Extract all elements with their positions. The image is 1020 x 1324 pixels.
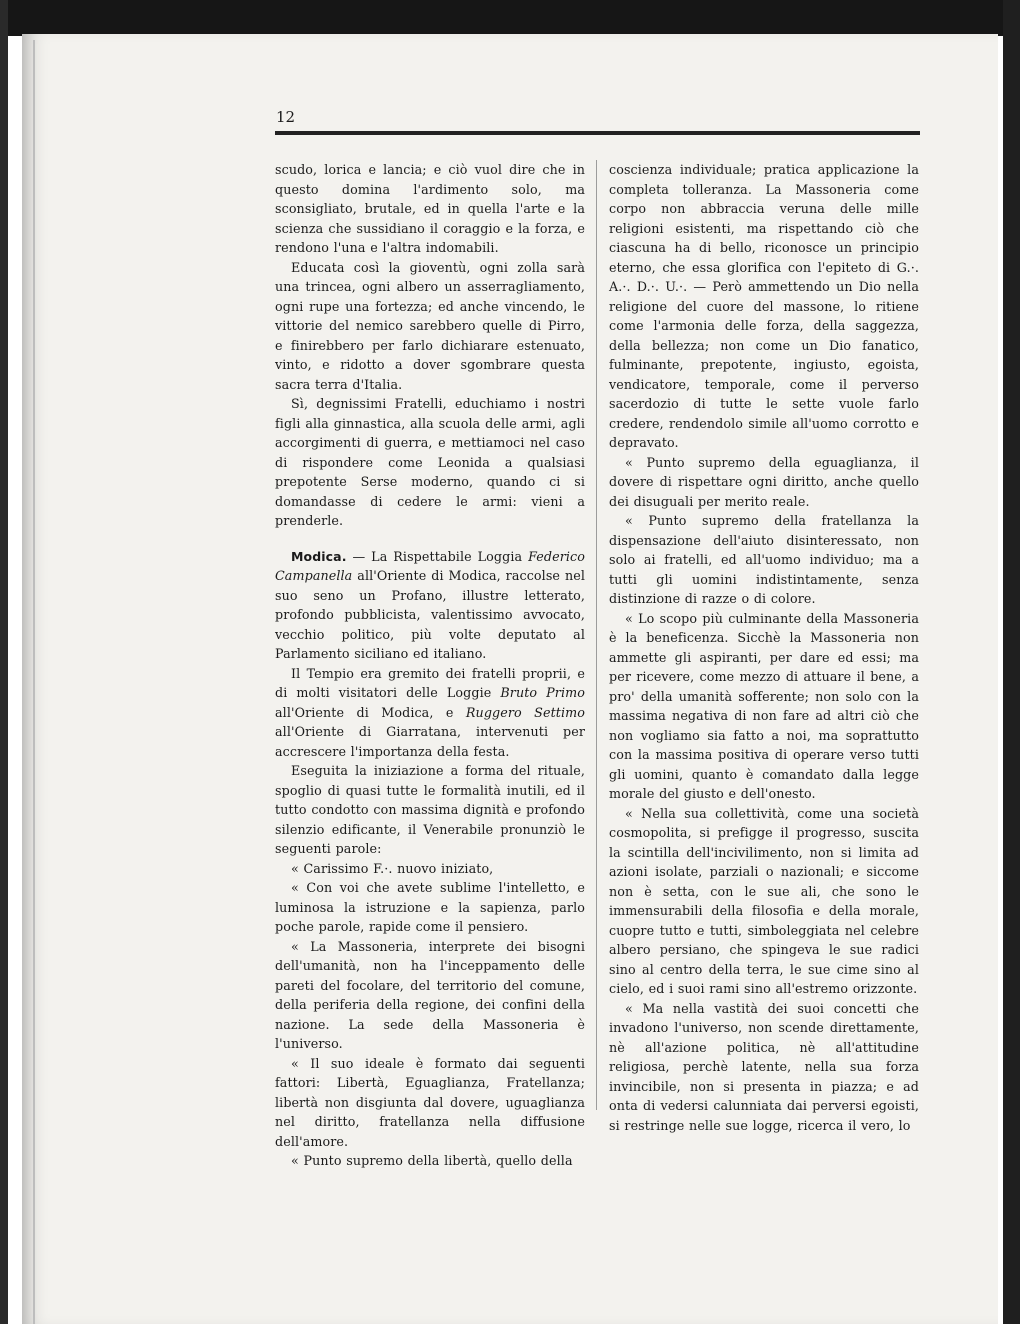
- paragraph: scudo, lorica e lancia; e ciò vuol dire che in questo domina l'ardimento solo, ma sconsigliato, brutale, ed in quella l'arte e la scienza che sussidiano il coraggio e la forza, e rendono l'una e l'altra indomabili.: [275, 162, 585, 255]
- paragraph: « Lo scopo più culminante della Massoneria è la beneficenza. Sicchè la Massoneria non ammette gli aspiranti, per dare ed essi; ma per ricevere, come mezzo di attuare il bene, a pro' della umanità sofferente; non solo con la massima negativa di non fare ad altri ciò che non vogliamo sia fatto a noi, ma soprattutto con la massima positiva di operare verso tutti gli uomini, quanto è comandato dalla legge morale del giusto e dell'onesto.: [609, 610, 919, 801]
- text-run: all'Oriente di Modica, raccolse nel suo seno un Profano, illustre letterato, profondo pubblicista, valentissimo avvocato, vecchio politico, più volte deputato al Parlamento siciliano ed italiano.: [275, 568, 585, 661]
- paragraph: « Punto supremo della fratellanza la dispensazione dell'aiuto disinteressato, non solo ai fratelli, ed all'uomo individuo; ma a tutti gli uomini indistintamente, senza distinzione di razze o di colore.: [609, 513, 919, 606]
- text-run: all'Oriente di Modica, e: [275, 704, 466, 720]
- paragraph: « Ma nella vastità dei suoi concetti che invadono l'universo, non scende direttamente, nè all'azione politica, nè all'attitudine religiosa, perchè latente, nella sua forza invincibile, non si presenta in piazza; e ad onta di vedersi calunniata dai perversi egoisti, si restringe nelle sue logge, ricerca il vero, lo: [609, 1000, 919, 1133]
- loggia-name: Ruggero Settimo: [465, 704, 585, 720]
- paragraph: Sì, degnissimi Fratelli, educhiamo i nostri figli alla ginnastica, alla scuola delle armi, agli accorgimenti di guerra, e mettiamoci nel caso di rispondere come Leonida a qualsiasi prepotente Serse moderno, quando ci si domandasse di cedere le armi: vieni a prenderle.: [275, 396, 585, 528]
- loggia-name: Federico Campanella: [275, 548, 585, 583]
- text-run: Il Tempio era gremito dei fratelli proprii, e di molti visitatori delle Loggie: [275, 665, 585, 700]
- loggia-name: Bruto Primo: [500, 685, 585, 700]
- paragraph: Eseguita la iniziazione a forma del rituale, spoglio di quasi tutte le formalità inutili, ed il tutto condotto con massima dignità e profondo silenzio edificante, il Venerabile pronunziò le seguenti parole:: [275, 763, 585, 856]
- modica-paragraph: [275, 547, 585, 664]
- paragraph: coscienza individuale; pratica applicazione la completa tolleranza. La Massoneria come corpo non abbraccia veruna delle mille religioni esistenti, ma rispettando ciò che ciascuna ha di bello, riconosce un principio eterno, che essa glorifica con l'epiteto di G.·. A.·. D.·. U.·. — Però ammettendo un Dio nella religione del cuore del massone, lo ritiene come l'armonia delle forza, della saggezza, della bellezza; non come un Dio fanatico, fulminante, prepotente, ingiusto, egoista, vendicatore, temporale, come il perverso sacerdozio di tutte le sette vuole farlo credere, rendendolo simile all'uomo corrotto e depravato.: [609, 162, 919, 450]
- paragraph: « Punto supremo della eguaglianza, il dovere di rispettare ogni diritto, anche quello dei disuguali per merito reale.: [609, 454, 919, 509]
- right-column: [609, 160, 919, 1135]
- paragraph: « La Massoneria, interprete dei bisogni dell'umanità, non ha l'inceppamento delle pareti del focolare, del territorio del comune, della periferia della regione, dei confini della nazione. La sede della Massoneria è l'universo.: [275, 938, 585, 1051]
- column-divider: [596, 160, 597, 1110]
- paragraph: « Con voi che avete sublime l'intelletto, e luminosa la istruzione e la sapienza, parlo poche parole, rapide come il pensiero.: [275, 880, 585, 934]
- left-column: [275, 160, 585, 1171]
- scan-border-right: [1003, 0, 1020, 1324]
- text-run: all'Oriente di Giarratana, intervenuti per accrescere l'importanza della festa.: [275, 724, 585, 759]
- paragraph: « Punto supremo della libertà, quello della: [291, 1153, 573, 1168]
- paragraph: « Carissimo F.·. nuovo iniziato,: [291, 860, 494, 876]
- section-heading-modica: Modica.: [291, 548, 347, 564]
- scan-border-top: [0, 0, 1020, 36]
- paragraph: « Nella sua collettività, come una società cosmopolita, si prefigge il progresso, suscita la scintilla dell'incivilimento, non si limita ad azioni isolate, parziali o nazionali; e siccome non è setta, con le sue ali, che sono le immensurabili della filosofia e della morale, cuopre tutto e tutti, simboleggiata nel celebre albero persiano, che spingeva le sue radici sino al centro della terra, le sue cime sino al cielo, ed i suoi rami sino all'estremo orizzonte.: [609, 805, 919, 996]
- tempio-paragraph: [275, 664, 585, 762]
- page-spine-line: [33, 40, 35, 1324]
- scan-border-left: [0, 0, 8, 1324]
- paragraph: « Il suo ideale è formato dai seguenti fattori: Libertà, Eguaglianza, Fratellanza; libertà non disgiunta dal dovere, uguaglianza nel diritto, fratellanza nella diffusione dell'amore.: [275, 1055, 585, 1149]
- text-run: — La Rispettabile Loggia: [346, 548, 529, 564]
- paragraph: Educata così la gioventù, ogni zolla sarà una trincea, ogni albero un asserragliamento, ogni rupe una fortezza; ed anche vincendo, le vittorie del nemico sarebbero quelle di Pirro, e finirebbero per farlo dichiarare estenuato, vinto, e ridotto a dover sgombrare questa sacra terra d'Italia.: [275, 259, 585, 392]
- header-rule: [275, 131, 920, 135]
- page-number: 12: [276, 108, 296, 126]
